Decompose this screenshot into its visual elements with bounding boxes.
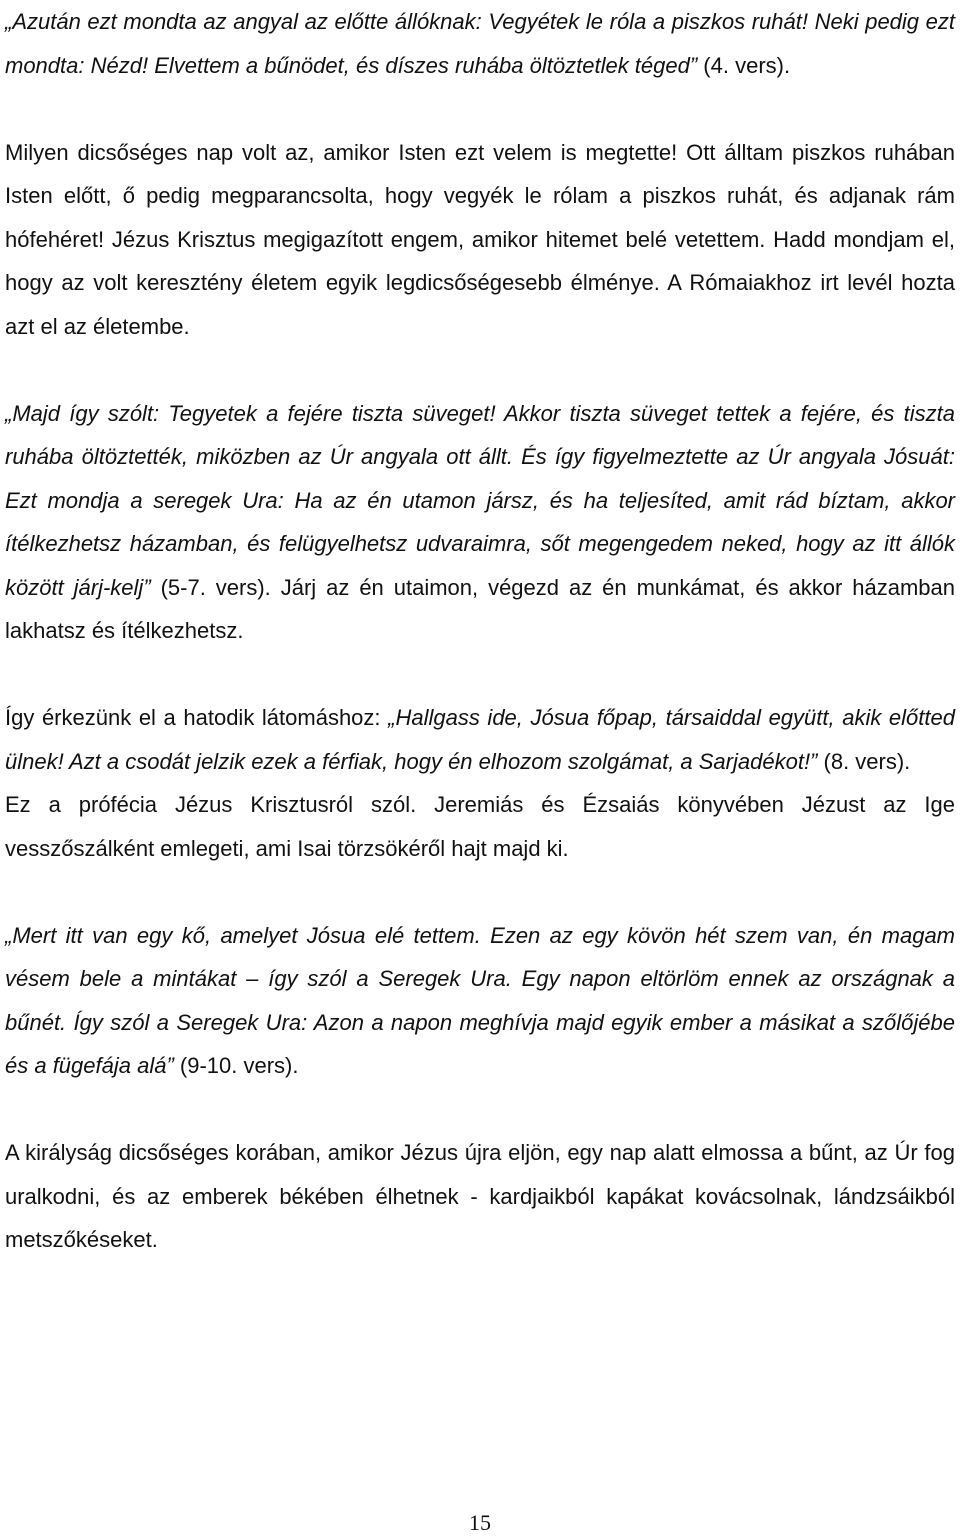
paragraph-prophecy (5, 783, 955, 870)
scripture-quote: „Majd így szólt: Tegyetek a fejére tiszta süveget! Akkor tiszta süveget tettek a fejére, és tiszta ruhába öltöztették, miközben az Úr angyala ott állt. És így figyelmeztette az Úr angyala Jósuát: Ezt mondja a seregek Ura: Ha az én utamon jársz, és ha teljesíted, amit rád bíztam, akkor ítélkezhetsz házamban, és felügyelhetsz udvaraimra, sőt megengedem neked, hogy az itt állók között járj-kelj” (5, 400, 955, 600)
paragraph-gap (5, 870, 955, 914)
paragraph-gap (5, 1088, 955, 1132)
verse-reference: (8. vers). (817, 748, 911, 774)
body-text: A királyság dicsőséges korában, amikor Jézus újra eljön, egy nap alatt elmossa a bűnt, az Úr fog uralkodni, és az emberek békében élhetnek - kardjaikból kapákat kovácsolnak, lándzsáikból metszőkéseket. (5, 1140, 955, 1252)
paragraph-kingdom (5, 1131, 955, 1262)
paragraph-sixth-vision (5, 696, 955, 783)
body-text: (5-7. vers). Járj az én utaimon, végezd az én munkámat, és akkor házamban lakhatsz és ítélkezhetsz. (5, 574, 956, 643)
paragraph-gap (5, 87, 955, 131)
paragraph-clean-turban (5, 392, 955, 653)
document-page (5, 0, 955, 1262)
paragraph-gap (5, 348, 955, 392)
verse-reference: (9-10. vers). (173, 1053, 299, 1078)
page-number: 15 (469, 1510, 491, 1535)
paragraph-stone (5, 914, 955, 1088)
body-text: Ez a prófécia Jézus Krisztusról szól. Jeremiás és Ézsaiás könyvében Jézust az Ige vesszőszálként emlegeti, ami Isai törzsökéről hajt majd ki. (5, 792, 955, 861)
paragraph-testimony (5, 131, 955, 349)
body-text: Így érkezünk el a hatodik látomáshoz: (5, 705, 389, 730)
verse-reference: (4. vers). (697, 52, 791, 78)
scripture-quote: „Hallgass ide, Jósua főpap, társaiddal együtt, akik előtted ülnek! Azt a csodát jelzik ezek a férfiak, hogy én elhozom szolgámat, a Sarjadékot!” (5, 705, 955, 774)
paragraph-angel-quote (5, 0, 955, 87)
paragraph-gap (5, 653, 955, 697)
body-text: Milyen dicsőséges nap volt az, amikor Isten ezt velem is megtette! Ott álltam piszkos ruhában Isten előtt, ő pedig megparancsolta, hogy vegyék le rólam a piszkos ruhát, és adjanak rám hófehéret! Jézus Krisztus megigazított engem, amikor hitemet belé vetettem. Hadd mondjam el, hogy az volt keresztény életem egyik legdicsőségesebb élménye. A Rómaiakhoz irt levél hozta azt el az életembe. (5, 139, 955, 339)
scripture-quote: „Mert itt van egy kő, amelyet Jósua elé tettem. Ezen az egy kövön hét szem van, én magam vésem bele a mintákat – így szól a Seregek Ura. Egy napon eltörlöm ennek az országnak a bűnét. Így szól a Seregek Ura: Azon a napon meghívja majd egyik ember a másikat a szőlőjébe és a fügefája alá” (5, 922, 955, 1078)
scripture-quote: „Azután ezt mondta az angyal az előtte állóknak: Vegyétek le róla a piszkos ruhát! Neki pedig ezt mondta: Nézd! Elvettem a bűnödet, és díszes ruhába öltöztetlek téged” (5, 9, 955, 78)
